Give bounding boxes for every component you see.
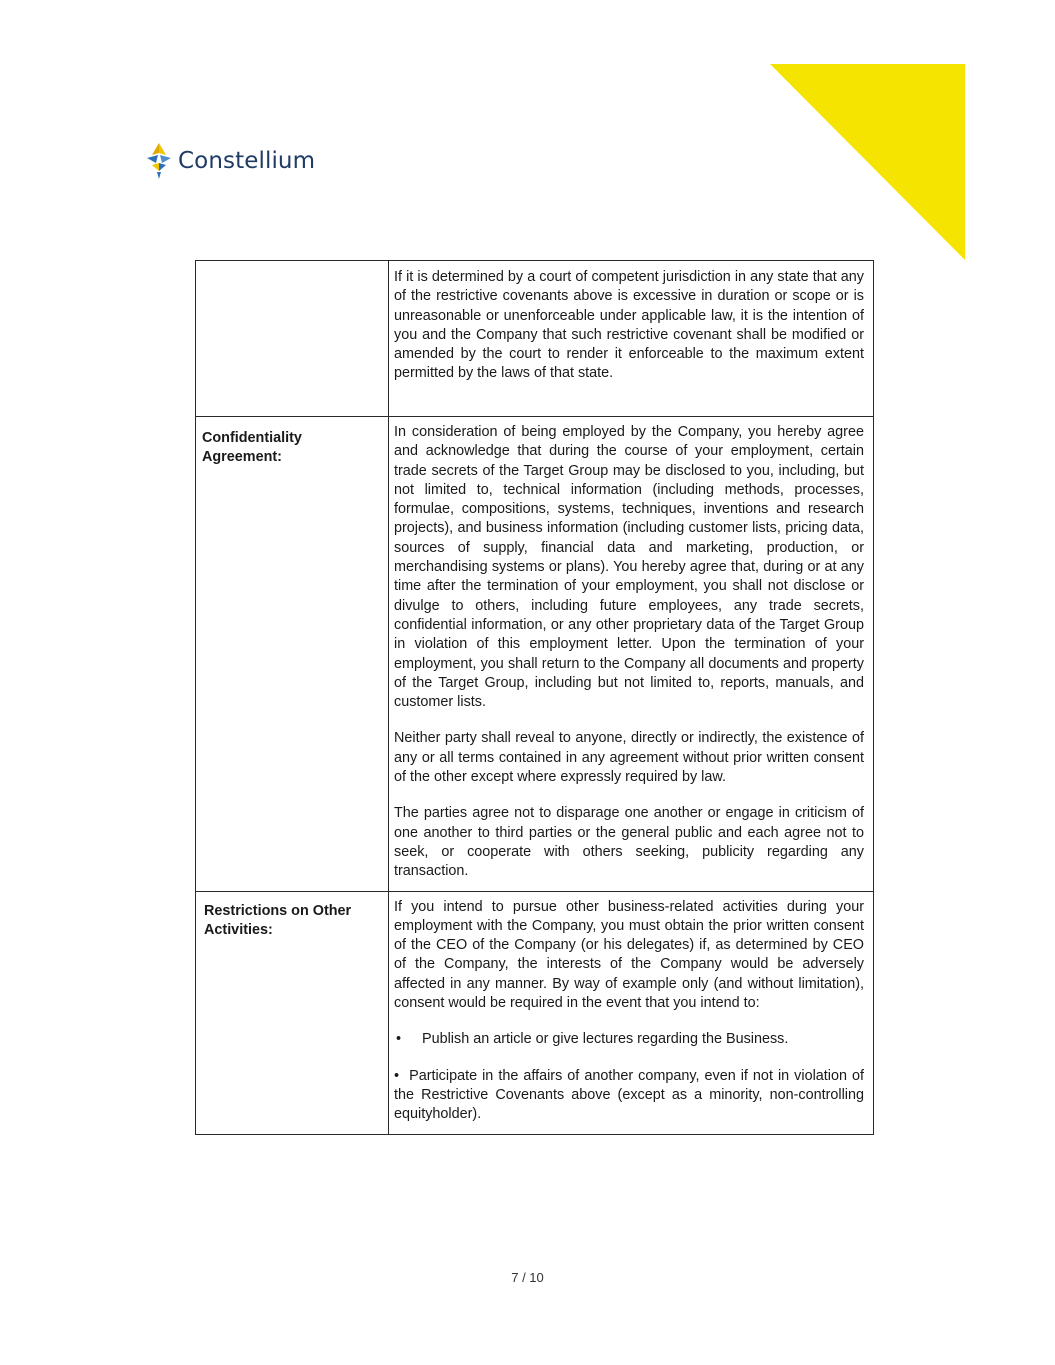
company-logo (144, 141, 315, 181)
row-body (389, 261, 874, 417)
constellium-star-icon (144, 141, 174, 181)
paragraph: The parties agree not to disparage one another or engage in criticism of one another to third parties or the general public and each agree not to seek, or cooperate with others seeking, publicity regarding any transaction. (394, 805, 864, 880)
corner-triangle (770, 64, 965, 260)
paragraph: In consideration of being employed by the Company, you hereby agree and acknowledge that during the course of your employment, certain trade secrets of the Target Group may be disclosed to you, including, but not limited to, technical information (including methods, processes, formulae, compositions, systems, techniques, inventions and research projects), and business information (including customer lists, pricing data, sources of supply, financial data and marketing, production, or merchandising systems or plans). You hereby agree that, during or at any time after the termination of your employment, you shall not disclose or divulge to others, including future employees, any trade secrets, confidential information, or any other proprietary data of the Target Group in violation of this employment letter. Upon the termination of your employment, you shall return to the Company all documents and property of the Target Group, including but not limited to, reports, manuals, and customer lists. (394, 424, 864, 711)
bullet-item: • Participate in the affairs of another company, even if not in violation of the Restrictive Covenants above (except as a minority, non-controlling equityholder). (394, 1067, 864, 1125)
yellow-corner-decoration (770, 64, 965, 260)
row-label: Restrictions on Other Activities: (196, 891, 389, 1134)
row-body (389, 891, 874, 1134)
row-label (196, 261, 389, 417)
paragraph: If it is determined by a court of competent jurisdiction in any state that any of the restrictive covenants above is excessive in duration or scope or is unreasonable or unenforceable under applicable law, it is the intention of you and the Company that such restrictive covenant shall be modified or amended by the court to render it enforceable to the maximum extent permitted by the laws of that state. (394, 269, 864, 382)
row-body (389, 417, 874, 892)
paragraph: Neither party shall reveal to anyone, directly or indirectly, the existence of any or all terms contained in any agreement without prior written consent of the other except where expressly required by law. (394, 730, 864, 786)
table-row (196, 891, 874, 1134)
table-row (196, 417, 874, 892)
table-row (196, 261, 874, 417)
row-label: Confidentiality Agreement: (196, 417, 389, 892)
bullet-item: • Publish an article or give lectures regarding the Business. (394, 1030, 864, 1049)
logo-wordmark: Constellium (178, 148, 316, 174)
bullet-list (394, 1030, 864, 1124)
terms-table (195, 260, 874, 1135)
paragraph: If you intend to pursue other business-related activities during your employment with the Company, you must obtain the prior written consent of the CEO of the Company (or his delegates) if, as determined by CEO of the Company, the interests of the Company would be adversely affected in any manner. By way of example only (and without limitation), consent would be required in the event that you intend to: (394, 898, 864, 1012)
page-number: 7 / 10 (511, 1270, 544, 1285)
